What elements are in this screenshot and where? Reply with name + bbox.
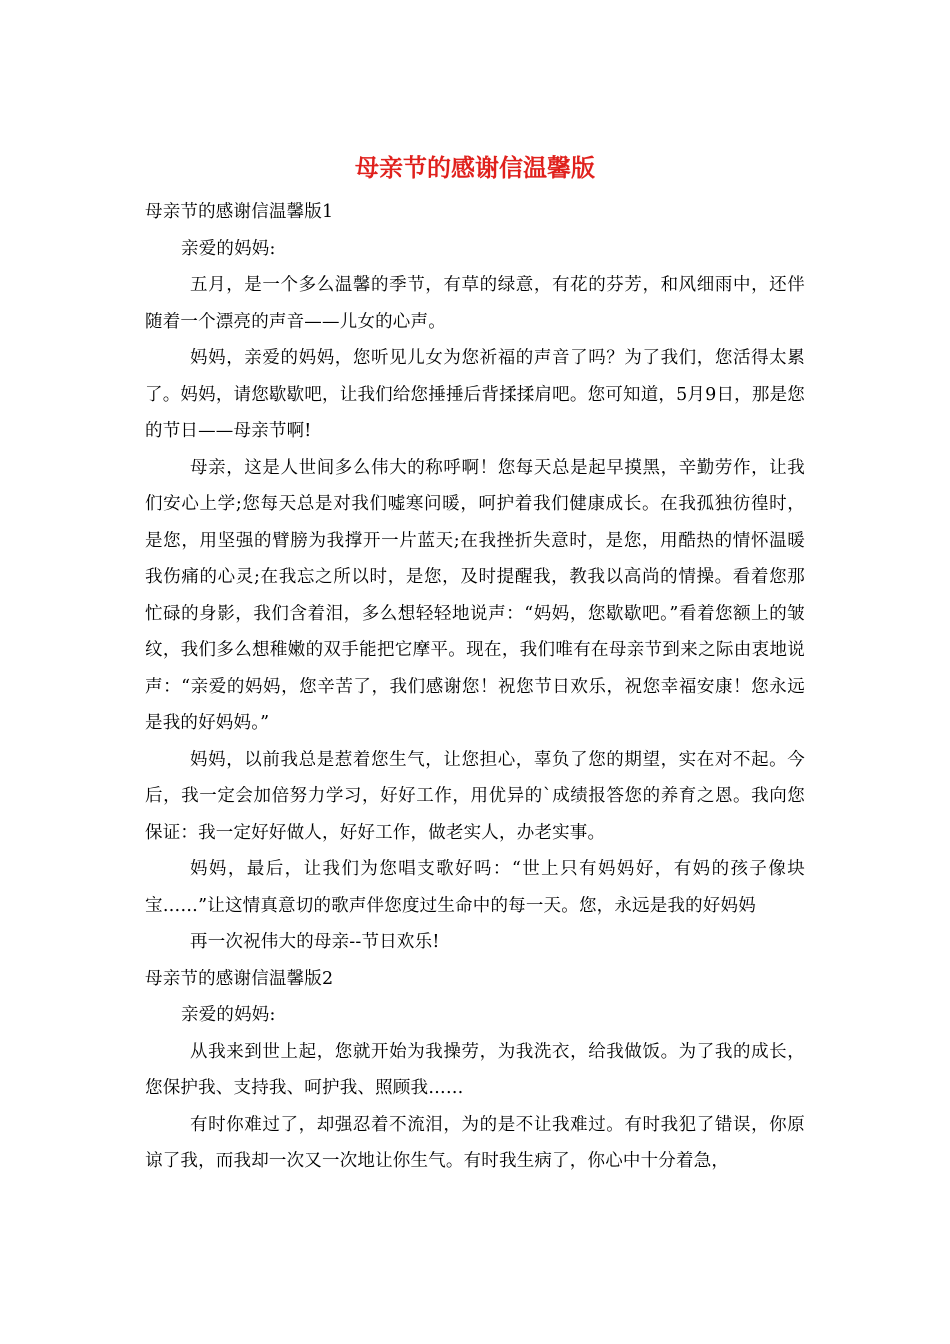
salutation: 亲爱的妈妈:	[181, 238, 276, 259]
paragraph: 妈妈，亲爱的妈妈，您听见儿女为您祈福的声音了吗？为了我们，您活得太累了。妈妈，请您歇歇吧，让我们给您捶捶后背揉揉肩吧。您可知道，5月9日，那是您的节日——母亲节啊!	[145, 348, 805, 441]
document-body	[145, 194, 805, 1180]
section-heading: 母亲节的感谢信温馨版2	[145, 968, 334, 989]
paragraph: 五月，是一个多么温馨的季节，有草的绿意，有花的芬芳，和风细雨中，还伴随着一个漂亮的声音——儿女的心声。	[145, 275, 805, 332]
paragraph: 从我来到世上起，您就开始为我操劳，为我洗衣，给我做饭。为了我的成长，您保护我、支持我、呵护我、照顾我……	[145, 1041, 805, 1098]
paragraph: 妈妈，最后，让我们为您唱支歌好吗：“世上只有妈妈好，有妈的孩子像块宝……”让这情真意切的歌声伴您度过生命中的每一天。您，永远是我的好妈妈	[145, 859, 805, 916]
document-title: 母亲节的感谢信温馨版	[355, 153, 595, 182]
section-heading: 母亲节的感谢信温馨版1	[145, 202, 334, 222]
paragraph: 母亲，这是人世间多么伟大的称呼啊！您每天总是起早摸黑，辛勤劳作，让我们安心上学;您每天总是对我们嘘寒问暖，呵护着我们健康成长。在我孤独彷徨时，是您，用坚强的臂膀为我撑开一片蓝天;在我挫折失意时，是您，用酷热的情怀温暖我伤痛的心灵;在我忘之所以时，是您，及时提醒我，教我以高尚的情操。看着您那忙碌的身影，我们含着泪，多么想轻轻地说声：“妈妈，您歇歇吧。”看着您额上的皱纹，我们多么想稚嫩的双手能把它摩平。现在，我们唯有在母亲节到来之际由衷地说声：“亲爱的妈妈，您辛苦了，我们感谢您！祝您节日欢乐，祝您幸福安康！您永远是我的好妈妈。”	[145, 457, 805, 733]
closing-line: 再一次祝伟大的母亲--节日欢乐!	[190, 932, 440, 952]
salutation: 亲爱的妈妈:	[181, 1005, 276, 1025]
paragraph: 有时你难过了，却强忍着不流泪，为的是不让我难过。有时我犯了错误，你原谅了我，而我却一次又一次地让你生气。有时我生病了，你心中十分着急，	[145, 1114, 805, 1171]
paragraph: 妈妈，以前我总是惹着您生气，让您担心，辜负了您的期望，实在对不起。今后，我一定会加倍努力学习，好好工作，用优异的`成绩报答您的养育之恩。我向您保证：我一定好好做人，好好工作，做老实人，办老实事。	[145, 749, 805, 843]
